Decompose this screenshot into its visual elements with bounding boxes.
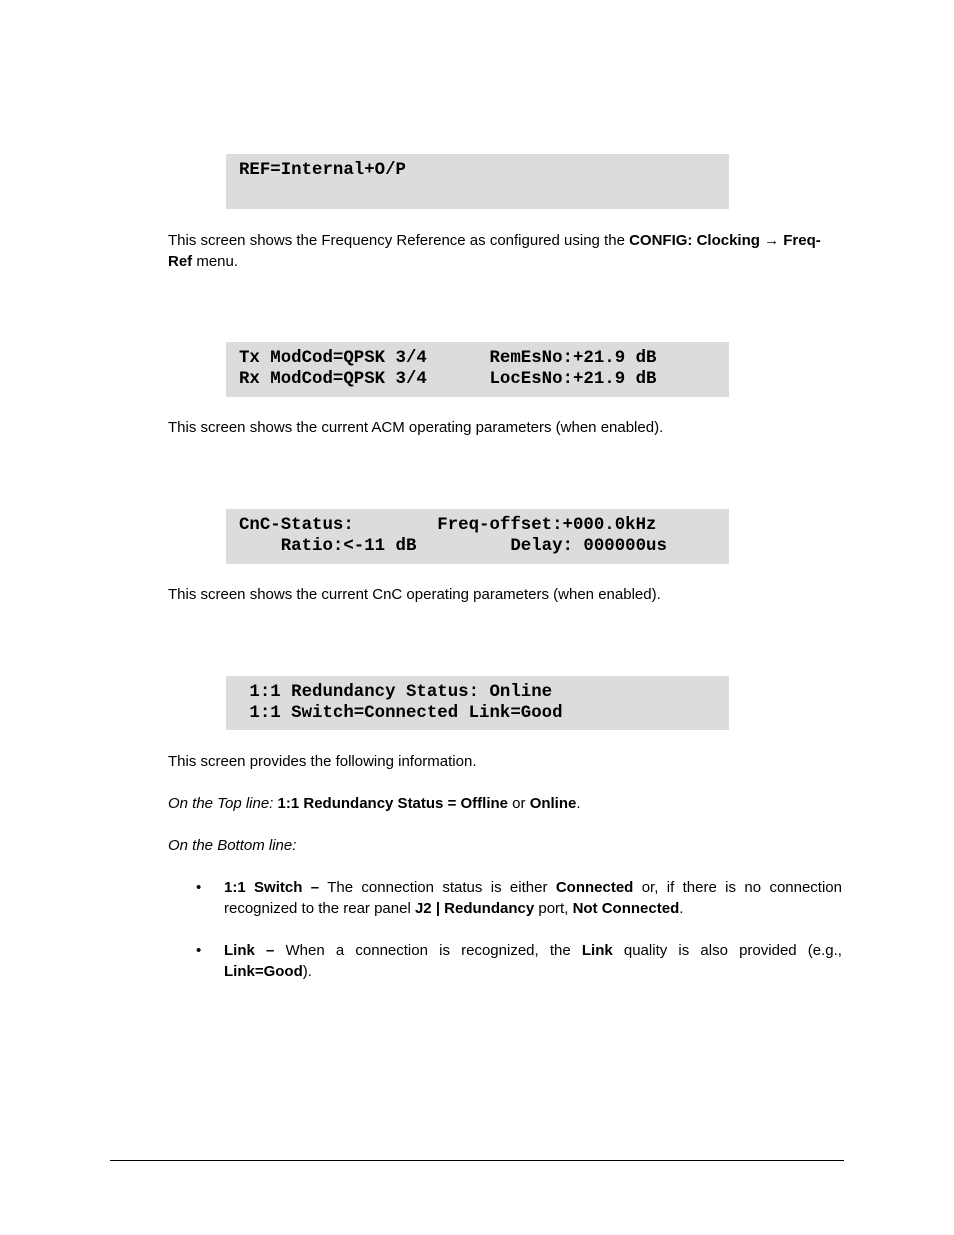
bottom-line-list xyxy=(196,877,842,1003)
screen-line: 1:1 Switch=Connected Link=Good xyxy=(239,704,563,723)
list-item: • Link – When a connection is recognized, the Link quality is also provided (e.g., Link=Good). xyxy=(196,942,842,980)
bullet-icon: • xyxy=(196,879,202,896)
acm-screen xyxy=(226,342,729,397)
cnc-description: This screen shows the current CnC operating parameters (when enabled). xyxy=(168,586,661,603)
freq-ref-screen xyxy=(226,154,729,209)
screen-line: Ratio:<-11 dB Delay: 000000us xyxy=(239,537,667,556)
cnc-screen xyxy=(226,509,729,564)
screen-line xyxy=(239,181,729,202)
screen-line: CnC-Status: Freq-offset:+000.0kHz xyxy=(239,516,657,535)
screen-line: 1:1 Redundancy Status: Online xyxy=(239,683,553,702)
list-item: • 1:1 Switch – The connection status is either Connected or, if there is no connection recognized to the rear panel J2 | Redundancy port, Not Connected. xyxy=(196,879,842,917)
bullet-icon: • xyxy=(196,942,202,959)
top-line-description: On the Top line: 1:1 Redundancy Status = Offline or Online. xyxy=(168,795,581,812)
bottom-line-heading: On the Bottom line: xyxy=(168,837,297,854)
acm-description: This screen shows the current ACM operating parameters (when enabled). xyxy=(168,419,664,436)
screen-line: Tx ModCod=QPSK 3/4 RemEsNo:+21.9 dB xyxy=(239,349,657,368)
redundancy-intro: This screen provides the following information. xyxy=(168,753,477,770)
freq-ref-description: This screen shows the Frequency Reference as configured using the CONFIG: Clocking → Freq-Ref menu. xyxy=(168,232,821,270)
redundancy-screen xyxy=(226,676,729,730)
screen-line: Rx ModCod=QPSK 3/4 LocEsNo:+21.9 dB xyxy=(239,370,657,389)
screen-line: REF=Internal+O/P xyxy=(239,161,406,180)
footer-divider xyxy=(110,1160,844,1161)
